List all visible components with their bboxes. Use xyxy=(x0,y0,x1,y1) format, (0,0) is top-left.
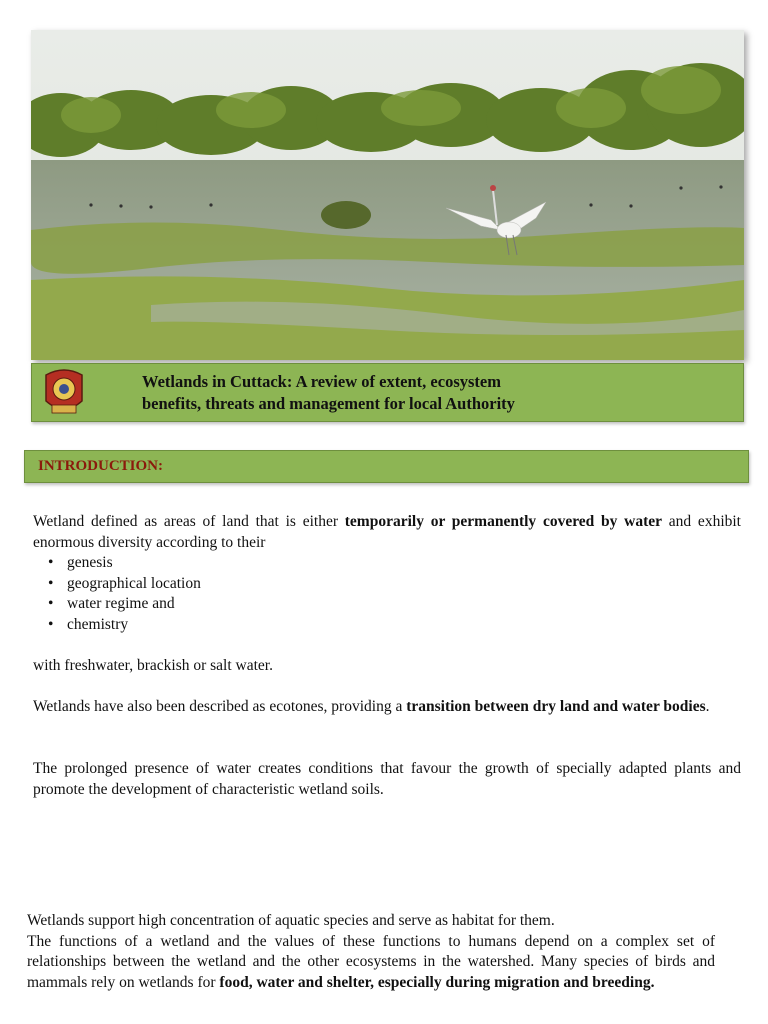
body-paragraph-ecotones xyxy=(33,697,741,718)
text-run: and exhibit enormous diversity according to their xyxy=(33,513,741,551)
document-title: Wetlands in Cuttack: A review of extent, ecosystem benefits, threats and management for local Authority xyxy=(142,372,515,413)
body-paragraph-soils: The prolonged presence of water creates conditions that favour the growth of specially adapted plants and promote the development of characteristic wetland soils. xyxy=(33,760,741,798)
hero-photo xyxy=(31,30,744,360)
text-run: Wetland defined as areas of land that is either xyxy=(33,513,345,530)
institution-emblem-icon xyxy=(36,367,92,421)
section-heading: INTRODUCTION: xyxy=(38,458,164,474)
body-paragraph-habitat xyxy=(27,911,715,993)
emphasis-text: food, water and shelter, especially during migration and breeding. xyxy=(219,973,655,991)
body-paragraph-definition xyxy=(33,512,741,635)
list-item: • chemistry xyxy=(33,615,741,636)
wetland-photo-illustration xyxy=(31,30,744,360)
text-line: Wetlands support high concentration of aquatic species and serve as habitat for them. xyxy=(27,912,555,929)
text-run: . xyxy=(705,698,710,715)
emphasis-text: transition between dry land and water bodies xyxy=(406,698,706,715)
text-run: Wetlands have also been described as ecotones, providing a xyxy=(33,698,407,715)
title-banner xyxy=(31,363,744,422)
bullet-list xyxy=(33,553,741,635)
text-run: The functions of a wetland and the values of these functions to humans depend on a complex set of relationships between the wetland and the other ecosystems in the watershed. Many species of birds and mammals rely on wetlands for xyxy=(27,932,715,991)
list-item: • water regime and xyxy=(33,594,741,615)
list-item: • genesis xyxy=(33,553,741,574)
section-header-introduction xyxy=(24,450,749,483)
list-item: • geographical location xyxy=(33,574,741,595)
emphasis-text: temporarily or permanently covered by water xyxy=(344,513,663,530)
body-paragraph-water-types: with freshwater, brackish or salt water. xyxy=(33,657,273,674)
